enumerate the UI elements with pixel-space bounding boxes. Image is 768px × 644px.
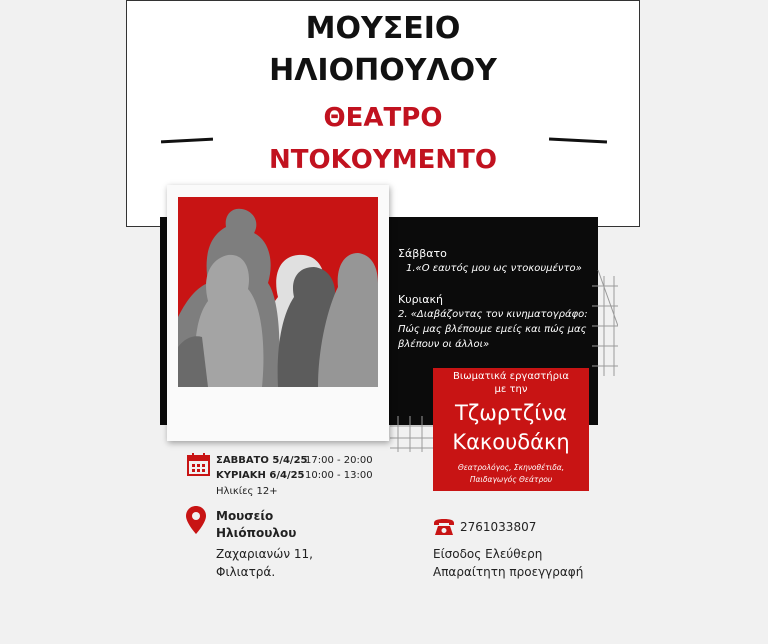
saturday-item: 1.«Ο εαυτός μου ως ντοκουμέντο» xyxy=(406,263,582,274)
title-line-1: ΜΟΥΣΕΙΟ xyxy=(305,11,461,46)
title-line-2: ΗΛΙΟΠΟΥΛΟΥ xyxy=(269,53,497,88)
instructor-role-line-2: Παιδαγωγός Θεάτρου xyxy=(469,475,553,484)
date-time-2: 10:00 - 13:00 xyxy=(305,470,373,481)
silhouette-image xyxy=(178,197,378,387)
sunday-item-line-1: 2. «Διαβάζοντας τον κινηματογράφο: xyxy=(398,309,588,320)
instructor-first-name: Τζωρτζίνα xyxy=(455,401,567,425)
instructor-last-name: Κακουδάκη xyxy=(452,430,570,454)
sunday-item-line-3: βλέπουν οι άλλοι» xyxy=(398,339,490,350)
subtitle-line-1: ΘΕΑΤΡΟ xyxy=(323,103,443,133)
date-day-1: ΣΑΒΒΑΤΟ 5/4/25 xyxy=(216,455,308,466)
registration-note: Απαραίτητη προεγγραφή xyxy=(433,565,584,579)
location-name-line-2: Ηλιόπουλου xyxy=(216,526,297,540)
phone-number: 2761033807 xyxy=(460,520,537,534)
sunday-item-line-2: Πώς μας βλέπουμε εμείς και πώς μας xyxy=(398,324,587,335)
subtitle-line-2: ΝΤΟΚΟΥΜΕΝΤΟ xyxy=(269,145,497,175)
entry-note: Είσοδος Ελεύθερη xyxy=(433,547,543,561)
age-note: Ηλικίες 12+ xyxy=(216,486,278,497)
location-name-line-1: Μουσείο xyxy=(216,509,274,523)
calendar-icon xyxy=(186,452,211,477)
polaroid-photo xyxy=(167,185,389,441)
workshop-card xyxy=(433,368,589,491)
sunday-label: Κυριακή xyxy=(398,293,443,306)
location-pin-icon xyxy=(186,506,206,534)
address-line-1: Ζαχαριανών 11, xyxy=(216,547,313,561)
instructor-role-line-1: Θεατρολόγος, Σκηνοθέτιδα, xyxy=(457,463,565,472)
workshop-intro-line-1: Βιωματικά εργαστήρια xyxy=(453,371,569,382)
date-time-1: 17:00 - 20:00 xyxy=(305,455,373,466)
phone-icon xyxy=(433,518,455,536)
date-day-2: ΚΥΡΙΑΚΗ 6/4/25 xyxy=(216,470,305,481)
address-line-2: Φιλιατρά. xyxy=(216,565,276,579)
workshop-intro-line-2: με την xyxy=(494,384,528,395)
saturday-label: Σάββατο xyxy=(398,247,447,260)
